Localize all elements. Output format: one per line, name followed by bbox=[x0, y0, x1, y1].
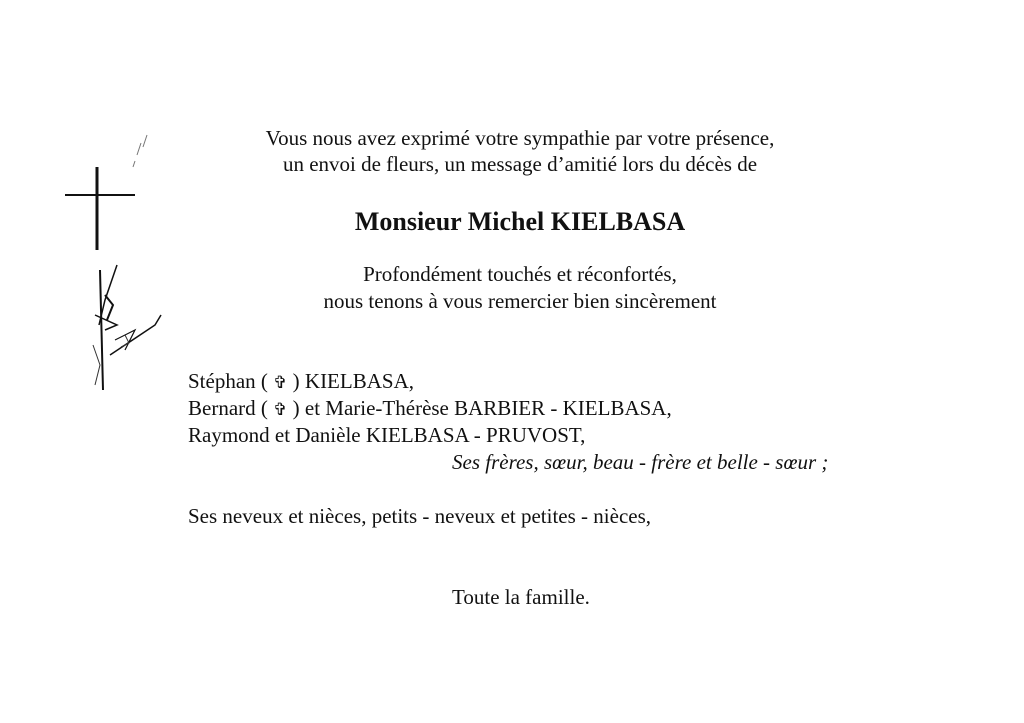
family-stephan bbox=[188, 369, 414, 395]
family-bernard bbox=[188, 396, 672, 422]
family-closing: Toute la famille. bbox=[452, 585, 590, 609]
stephan-first: Stéphan ( bbox=[188, 369, 268, 393]
deceased-cross-icon: ✞ bbox=[273, 373, 288, 393]
intro-line-1: Vous nous avez exprimé votre sympathie par votre présence, bbox=[265, 126, 775, 150]
thanks-line-2: nous tenons à vous remercier bien sincèrement bbox=[323, 289, 717, 313]
bernard-rest: ) et Marie-Thérèse BARBIER - KIELBASA, bbox=[292, 396, 672, 420]
thanks-line-1: Profondément touchés et réconfortés, bbox=[363, 262, 677, 286]
intro-line-2: un envoi de fleurs, un message d’amitié lors du décès de bbox=[282, 152, 758, 176]
family-nephews: Ses neveux et nièces, petits - neveux et petites - nièces, bbox=[188, 504, 652, 528]
stephan-rest: ) KIELBASA, bbox=[292, 369, 414, 393]
family-raymond: Raymond et Danièle KIELBASA - PRUVOST, bbox=[188, 423, 586, 447]
bernard-first: Bernard ( bbox=[188, 396, 268, 420]
deceased-cross-icon: ✞ bbox=[273, 400, 288, 420]
deceased-name: Monsieur Michel KIELBASA bbox=[354, 207, 686, 236]
family-relation: Ses frères, sœur, beau - frère et belle - sœur ; bbox=[452, 450, 829, 474]
